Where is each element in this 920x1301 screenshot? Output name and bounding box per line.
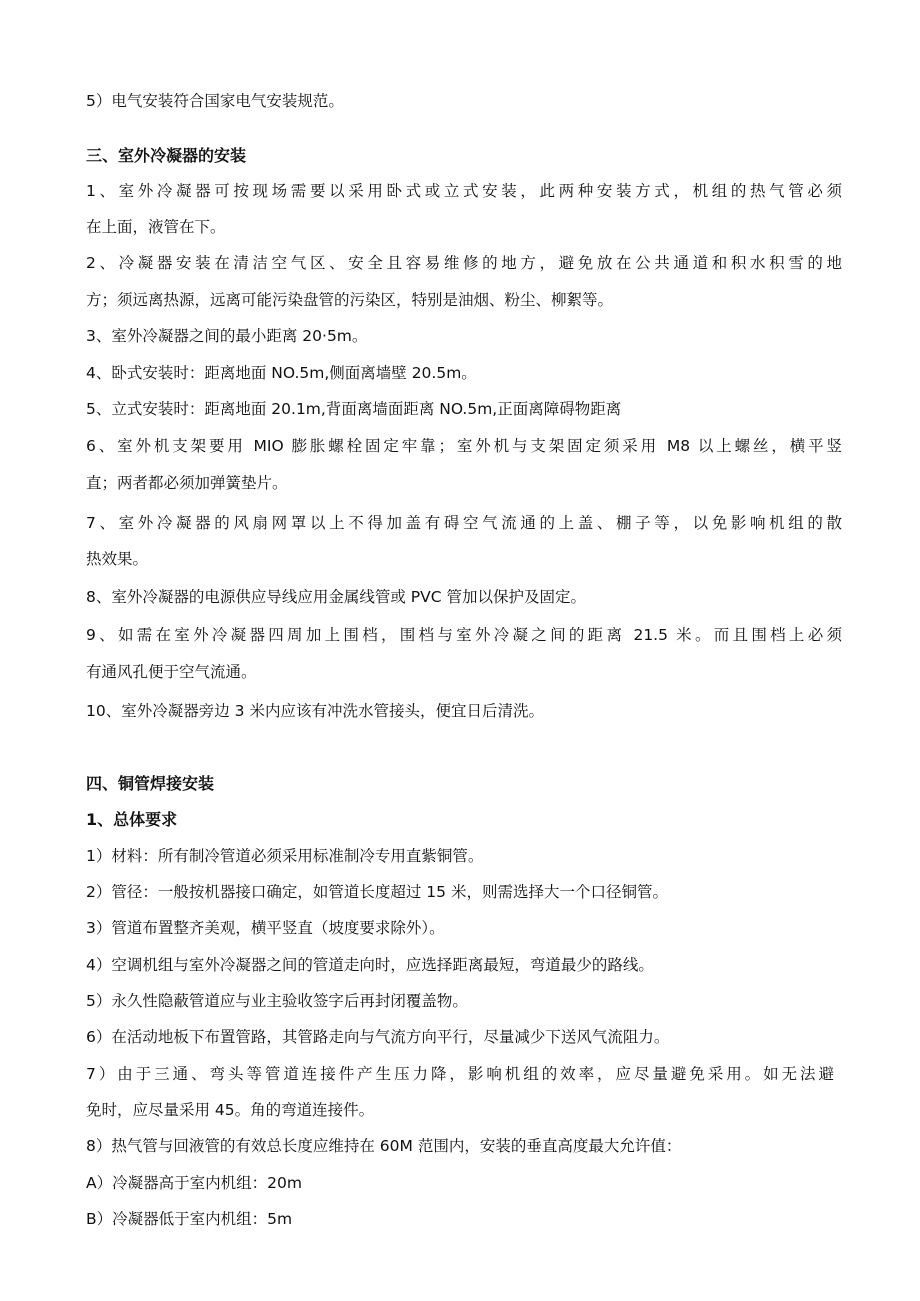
paragraph-line: 4）空调机组与室外冷凝器之间的管道走向时，应选择距离最短，弯道最少的路线。 <box>86 956 654 974</box>
paragraph-line: 5）永久性隐蔽管道应与业主验收签字后再封闭覆盖物。 <box>86 992 468 1010</box>
paragraph-line: 7、室外冷凝器的风扇网罩以上不得加盖有碍空气流通的上盖、棚子等，以免影响机组的散 <box>86 514 842 532</box>
paragraph-line: 1）材料：所有制冷管道必须采用标准制冷专用直紫铜管。 <box>86 847 484 865</box>
paragraph-line: 6、室外机支架要用 MIO 膨胀螺栓固定牢靠；室外机与支架固定须采用 M8 以上螺丝，横平竖 <box>86 437 842 455</box>
paragraph-line: 有通风孔便于空气流通。 <box>86 663 257 681</box>
paragraph-line: 5、立式安装时：距离地面 20.1m,背面离墙面距离 NO.5m,正面离障碍物距离 <box>86 400 622 418</box>
paragraph-line: 6）在活动地板下布置管路，其管路走向与气流方向平行，尽量减少下送风气流阻力。 <box>86 1028 670 1046</box>
paragraph-line: 2、冷凝器安装在清洁空气区、安全且容易维修的地方，避免放在公共通道和积水积雪的地 <box>86 254 842 272</box>
paragraph-line: 在上面，液管在下。 <box>86 218 226 236</box>
paragraph-line: 9、如需在室外冷凝器四周加上围档，围档与室外冷凝之间的距离 21.5 米。而且围档上必须 <box>86 626 842 644</box>
paragraph-line: 3）管道布置整齐美观，横平竖直（坡度要求除外）。 <box>86 919 445 937</box>
paragraph-line: 2）管径：一般按机器接口确定，如管道长度超过 15 米，则需选择大一个口径铜管。 <box>86 883 668 901</box>
paragraph-line: 8）热气管与回液管的有效总长度应维持在 60M 范围内，安装的垂直高度最大允许值： <box>86 1137 682 1155</box>
paragraph-line: B）冷凝器低于室内机组：5m <box>86 1210 293 1228</box>
paragraph-line: 方；须远离热源，远离可能污染盘管的污染区，特别是油烟、粉尘、柳絮等。 <box>86 291 614 309</box>
paragraph-line: 7）由于三通、弯头等管道连接件产生压力降，影响机组的效率，应尽量避免采用。如无法避 <box>86 1065 834 1083</box>
paragraph-line: 3、室外冷凝器之间的最小距离 20·5m。 <box>86 327 368 345</box>
section-heading: 四、铜管焊接安装 <box>86 774 215 793</box>
paragraph-line: 5）电气安装符合国家电气安装规范。 <box>86 92 344 110</box>
paragraph-line: 直；两者都必须加弹簧垫片。 <box>86 474 288 492</box>
paragraph-line: 热效果。 <box>86 550 149 568</box>
paragraph-line: 1、室外冷凝器可按现场需要以采用卧式或立式安装，此两种安装方式，机组的热气管必须 <box>86 182 842 200</box>
section-heading: 三、室外冷凝器的安装 <box>86 146 247 165</box>
subsection-heading: 1、总体要求 <box>86 810 178 829</box>
paragraph-line: 10、室外冷凝器旁边 3 米内应该有冲洗水管接头，便宜日后清洗。 <box>86 702 544 720</box>
paragraph-line: 8、室外冷凝器的电源供应导线应用金属线管或 PVC 管加以保护及固定。 <box>86 588 586 606</box>
paragraph-line: 免时，应尽量采用 45。角的弯道连接件。 <box>86 1101 375 1119</box>
paragraph-line: 4、卧式安装时：距离地面 NO.5m,侧面离墙壁 20.5m。 <box>86 364 477 382</box>
paragraph-line: A）冷凝器高于室内机组：20m <box>86 1174 302 1192</box>
